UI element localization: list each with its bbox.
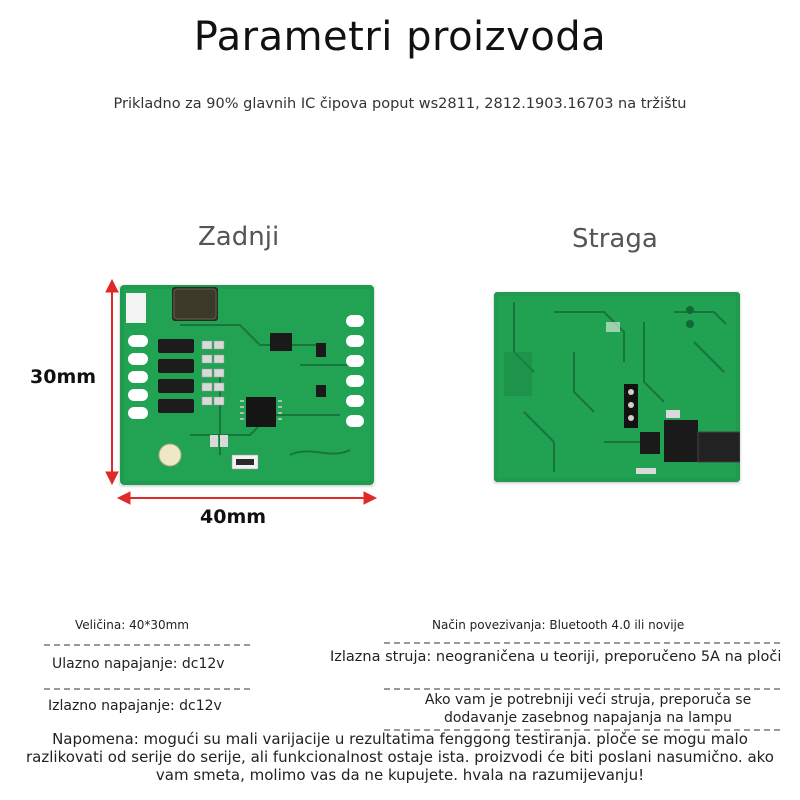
spec-size: Veličina: 40*30mm — [75, 618, 189, 632]
width-arrow — [118, 492, 376, 504]
spec-input-power: Ulazno napajanje: dc12v — [52, 656, 225, 672]
divider — [44, 688, 250, 690]
back-pcb-image — [494, 292, 740, 482]
divider — [384, 688, 780, 690]
front-pcb-image — [120, 285, 374, 485]
page-title: Parametri proizvoda — [193, 14, 607, 60]
front-board-caption: Zadnji — [198, 222, 280, 252]
back-board-caption: Straga — [572, 224, 658, 254]
page-subtitle: Prikladno za 90% glavnih IC čipova poput ws2811, 2812.1903.16703 na tržištu — [113, 96, 687, 112]
height-arrow — [106, 280, 118, 484]
spec-connection: Način povezivanja: Bluetooth 4.0 ili novije — [432, 618, 685, 632]
spec-output-power: Izlazno napajanje: dc12v — [48, 698, 222, 714]
divider — [44, 644, 250, 646]
spec-output-current: Izlazna struja: neograničena u teoriji, preporučeno 5A na ploči — [330, 649, 782, 665]
disclaimer-note: Napomena: mogući su mali varijacije u rezultatima fenggong testiranja. ploče se mogu malo razlikovati od serije do serije, ali funkcionalnost ostaje ista. proizvodi će biti poslani nasumično. ako vam smeta, molimo vas da ne kupujete. hvala na razumijevanju! — [26, 730, 774, 784]
divider — [384, 642, 780, 644]
height-label: 30mm — [30, 366, 97, 388]
width-label: 40mm — [200, 506, 267, 528]
spec-extra-power: Ako vam je potrebniji veći struja, preporuča se dodavanje zasebnog napajanja na lampu — [424, 692, 752, 726]
